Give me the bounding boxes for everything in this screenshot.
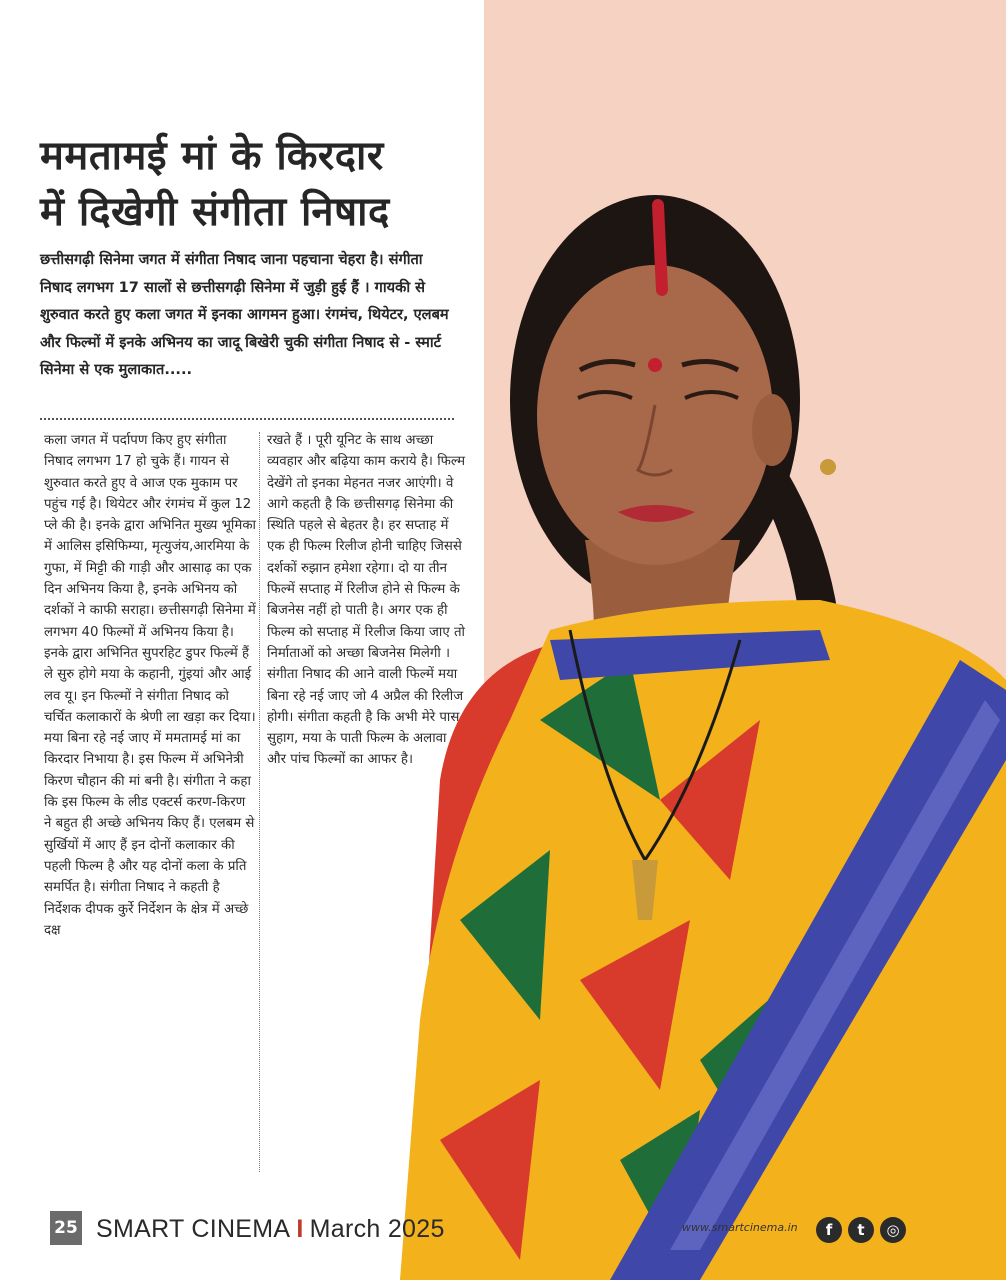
social-icons [816,1217,906,1243]
article-column-left: कला जगत में पर्दापण किए हुए संगीता निषाद लगभग 17 हो चुके हैं। गायन से शुरुवात करते हुए वे आज एक मुकाम पर पहुंच गई है। थियेटर और रंगमंच में कुल 12 प्ले की है। इनके द्वारा अभिनित मुख्य भूमिका में आलिस इसिफिम्या, मृत्युजंय,आरमिया के गुफा, में मिट्टी की गाड़ी और आसाढ़ का एक दिन अभिनय किया है, इनके अभिनय को दर्शकों ने काफी सराहा। छत्तीसगढ़ी सिनेमा में लगभग 40 फिल्मों में अभिनय किया है। इनके द्वारा अभिनित सुपरहिट डुपर फिल्में हैं ले सुरु होगे मया के कहानी, गुंइयां और आई लव यू। इन फिल्मों ने संगीता निषाद को चर्चित कलाकारों के श्रेणी ला खड़ा कर दिया। मया बिना रहे नई जाए में ममतामई मां का किरदार निभाया है। इस फिल्म में अभिनेत्री किरण चौहान की मां बनी है। संगीता ने कहा कि इस फिल्म के लीड एक्टर्स करण-किरण ने बहुत ही अच्छे अभिनय किए हैं। एलबम से सुर्खियों में आए हैं इन दोनों कलाकार की पहली फिल्म है और यह दोनों कला के प्रति समर्पित है। संगीता निषाद ने कहती है निर्देशक दीपक कुर्रे निर्देशन के क्षेत्र में अच्छे दक्ष [44,433,256,938]
article-column-right: रखते हैं । पूरी यूनिट के साथ अच्छा व्यवहार और बढ़िया काम कराये है। फिल्म देखेंगे तो इनका मेहनत नजर आएंगी। वे आगे कहती है कि छत्तीसगढ़ सिनेमा की स्थिति पहले से बेहतर है। हर सप्ताह में एक ही फिल्म रिलीज होनी चाहिए जिससे दर्शकों रुझान हमेशा रहेगा। दो या तीन फिल्में सप्ताह में रिलीज होने से फिल्म के बिजनेस नहीं हो पाती है। अगर एक ही फिल्म को सप्ताह में रिलीज किया जाए तो निर्माताओं को अच्छा बिजनेस मिलेगी । संगीता निषाद की आने वाली फिल्में मया बिना रहे नई जाए जो 4 अप्रैल की रिलीज होगी। संगीता कहती है कि अभी मेरे पास सुहाग, मया के पाती फिल्म के अलावा और पांच फिल्मों का आफर है। [267,433,466,768]
article-title [40,128,470,240]
title-line-1: ममतामई मां के किरदार [40,133,384,179]
dotted-divider [40,418,454,420]
earring [820,459,836,475]
issue-date: March 2025 [309,1215,445,1243]
twitter-icon[interactable]: t [848,1217,874,1243]
sindoor [658,205,662,290]
actress-photo [400,160,1006,1280]
column-separator [259,432,260,1172]
bindi [648,358,662,372]
page-number: 25 [50,1211,82,1245]
facebook-icon[interactable]: f [816,1217,842,1243]
footer-separator: I [296,1215,304,1243]
title-line-2: में दिखेगी संगीता निषाद [40,189,390,235]
website-link[interactable]: www.smartcinema.in [682,1221,798,1234]
page-footer [50,1207,970,1255]
footer-brand [96,1213,445,1245]
article-intro: छत्तीसगढ़ी सिनेमा जगत में संगीता निषाद जाना पहचाना चेहरा है। संगीता निषाद लगभग 17 सालों से छत्तीसगढ़ी सिनेमा में जुड़ी हुई हैं । गायकी से शुरुवात करते हुए कला जगत में इनका आगमन हुआ। रंगमंच, थियेटर, एलबम और फिल्मों में इनके अभिनय का जादू बिखेरी चुकी संगीता निषाद से - स्मार्ट सिनेमा से एक मुलाकात..... [40,251,449,379]
magazine-name: SMART CINEMA [96,1215,291,1243]
instagram-icon[interactable]: ◎ [880,1217,906,1243]
